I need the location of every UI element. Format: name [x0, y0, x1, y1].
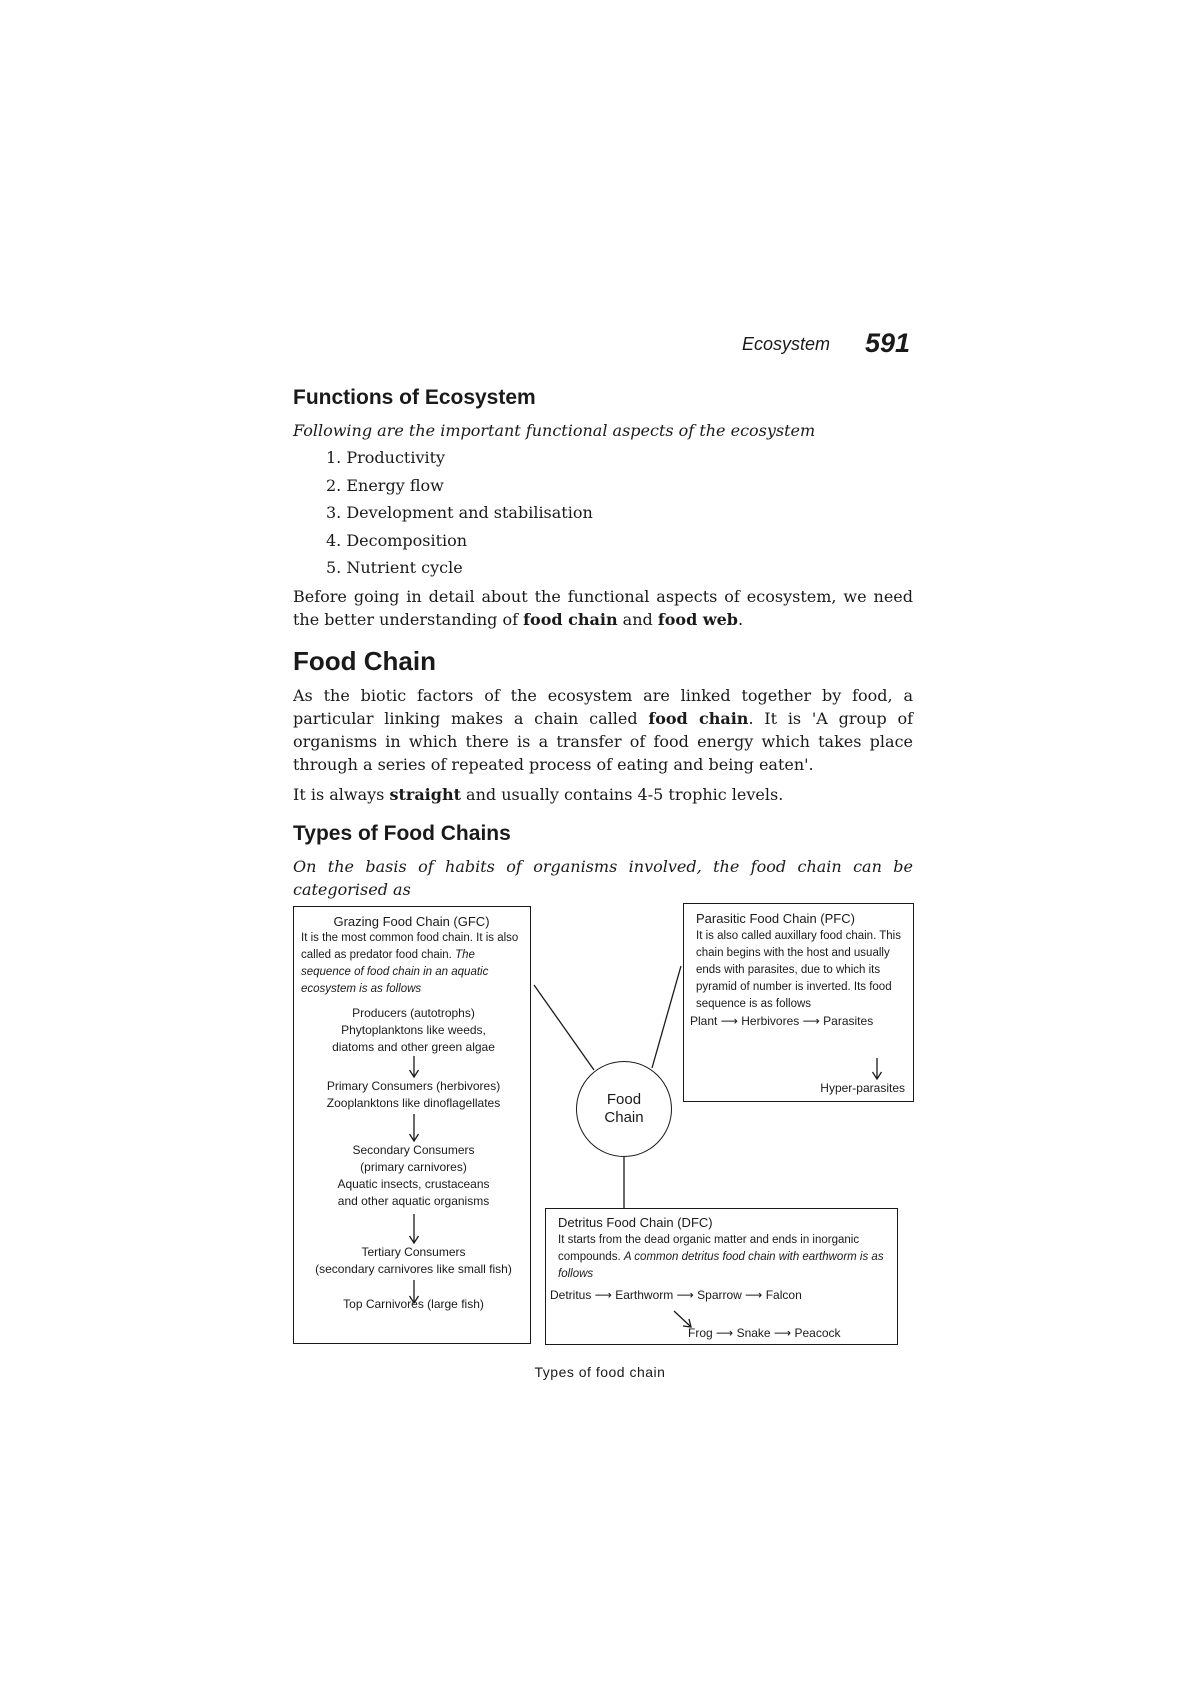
pfc-seq-item: Plant — [690, 1014, 718, 1028]
gfc-producers-text: Phytoplanktons like weeds, — [341, 1023, 486, 1037]
summary-text: Before going in detail about the functional aspects of ecosystem, we need the better understanding of — [293, 587, 913, 629]
gfc-desc-italic: The sequence of food chain in an aquatic ecosystem is as follows — [301, 949, 489, 995]
arrow-right-icon: ⟶ — [745, 1288, 763, 1302]
dfc-seq-item: Peacock — [794, 1326, 841, 1340]
arrow-down-icon — [408, 1056, 420, 1078]
paragraph-bold: straight — [389, 785, 461, 804]
list-item: 1. Productivity — [326, 448, 446, 467]
dfc-seq-item: Sparrow — [697, 1288, 742, 1302]
arrow-right-icon: ⟶ — [720, 1014, 738, 1028]
dfc-desc-text: It starts from the dead organic matter and ends in inorganic compounds. — [558, 1234, 860, 1263]
list-item: 3. Development and stabilisation — [326, 503, 593, 522]
gfc-tertiary-text: (secondary carnivores like small fish) — [315, 1262, 512, 1276]
dfc-sequence-branch — [688, 1325, 841, 1342]
summary-text: . — [737, 610, 744, 629]
gfc-top-carnivores: Top Carnivores (large fish) — [343, 1297, 484, 1311]
pfc-box — [683, 903, 914, 1102]
gfc-title: Grazing Food Chain (GFC) — [333, 914, 490, 929]
gfc-description — [301, 930, 526, 998]
gfc-box — [293, 906, 531, 1344]
dfc-seq-item: Detritus — [550, 1288, 592, 1302]
gfc-producers-text: diatoms and other green algae — [332, 1040, 495, 1054]
pfc-seq-item: Herbivores — [741, 1014, 800, 1028]
gfc-producers — [301, 1005, 526, 1056]
dfc-seq-item: Earthworm — [615, 1288, 674, 1302]
food-chain-paragraph-2 — [293, 783, 913, 806]
dfc-sequence-main — [550, 1287, 889, 1304]
arrow-down-icon — [408, 1210, 420, 1244]
dfc-description — [558, 1232, 889, 1283]
dfc-seq-item: Frog — [688, 1326, 713, 1340]
running-head-section: Ecosystem — [741, 334, 830, 354]
dfc-seq-item: Snake — [736, 1326, 771, 1340]
gfc-tertiary-label: Tertiary Consumers — [361, 1245, 466, 1259]
gfc-secondary-label: Secondary Consumers — [352, 1143, 475, 1157]
food-chain-paragraph-1 — [293, 684, 913, 776]
functions-summary — [293, 585, 913, 631]
figure-caption: Types of food chain — [534, 1364, 666, 1380]
dfc-desc-italic: A common detritus food chain with earthworm is as follows — [558, 1251, 884, 1280]
dfc-seq-item: Falcon — [765, 1288, 802, 1302]
arrow-right-icon: ⟶ — [676, 1288, 694, 1302]
circle-label: Chain — [604, 1109, 644, 1126]
page-number: 591 — [864, 328, 910, 358]
arrow-right-icon: ⟶ — [716, 1326, 734, 1340]
functions-intro: Following are the important functional aspects of the ecosystem — [293, 421, 816, 440]
paragraph-bold: food chain — [648, 709, 749, 728]
running-head — [740, 328, 910, 368]
gfc-secondary-text: (primary carnivores) — [360, 1160, 467, 1174]
paragraph-text: . It is 'A group of organisms in which there is a transfer of food energy which takes place through a series of repeated process of eating and being eaten'. — [293, 709, 914, 774]
types-heading: Types of Food Chains — [293, 822, 511, 845]
pfc-sequence — [690, 1013, 903, 1030]
pfc-title: Parasitic Food Chain (PFC) — [696, 911, 855, 926]
gfc-secondary — [301, 1142, 526, 1210]
list-item: 5. Nutrient cycle — [326, 558, 463, 577]
summary-bold-food-chain: food chain — [523, 610, 618, 629]
arrow-right-icon: ⟶ — [802, 1014, 820, 1028]
functions-heading: Functions of Ecosystem — [293, 386, 536, 409]
paragraph-text: and usually contains 4-5 trophic levels. — [460, 785, 784, 804]
arrow-down-icon — [871, 1058, 883, 1080]
dfc-title: Detritus Food Chain (DFC) — [558, 1215, 713, 1230]
dfc-box — [545, 1208, 898, 1345]
gfc-primary-text: Zooplanktons like dinoflagellates — [326, 1096, 501, 1110]
summary-bold-food-web: food web — [657, 610, 738, 629]
food-chain-heading: Food Chain — [293, 646, 436, 676]
arrow-right-icon: ⟶ — [594, 1288, 612, 1302]
gfc-secondary-text: Aquatic insects, crustaceans — [337, 1177, 490, 1191]
functions-list — [326, 444, 593, 582]
pfc-seq-item: Parasites — [823, 1014, 874, 1028]
gfc-desc-text: It is the most common food chain. It is also called as predator food chain. — [301, 932, 519, 961]
gfc-producers-label: Producers (autotrophs) — [352, 1006, 475, 1020]
connector-line — [534, 985, 594, 1070]
list-item: 4. Decomposition — [326, 530, 468, 550]
gfc-secondary-text: and other aquatic organisms — [337, 1194, 490, 1208]
circle-label: Food — [606, 1091, 642, 1108]
paragraph-text: It is always — [293, 785, 390, 804]
gfc-tertiary — [301, 1244, 526, 1278]
arrow-down-icon — [408, 1112, 420, 1142]
arrow-right-icon: ⟶ — [773, 1326, 792, 1340]
paragraph-text: As the biotic factors of the ecosystem are linked together by food, a particular linking makes a chain called — [293, 686, 913, 728]
list-item: 2. Energy flow — [326, 475, 444, 495]
food-chain-circle — [576, 1061, 672, 1157]
gfc-primary — [301, 1078, 526, 1112]
summary-text: and — [617, 610, 658, 629]
pfc-hyper-parasites: Hyper-parasites — [820, 1081, 905, 1095]
types-intro: On the basis of habits of organisms involved, the food chain can be categorised as — [293, 857, 913, 899]
pfc-description: It is also called auxillary food chain. This chain begins with the host and usually ends with parasites, due to which its pyramid of number is inverted. Its food sequence is as follows — [696, 930, 901, 1010]
gfc-primary-label: Primary Consumers (herbivores) — [326, 1079, 501, 1093]
connector-line — [652, 966, 681, 1068]
